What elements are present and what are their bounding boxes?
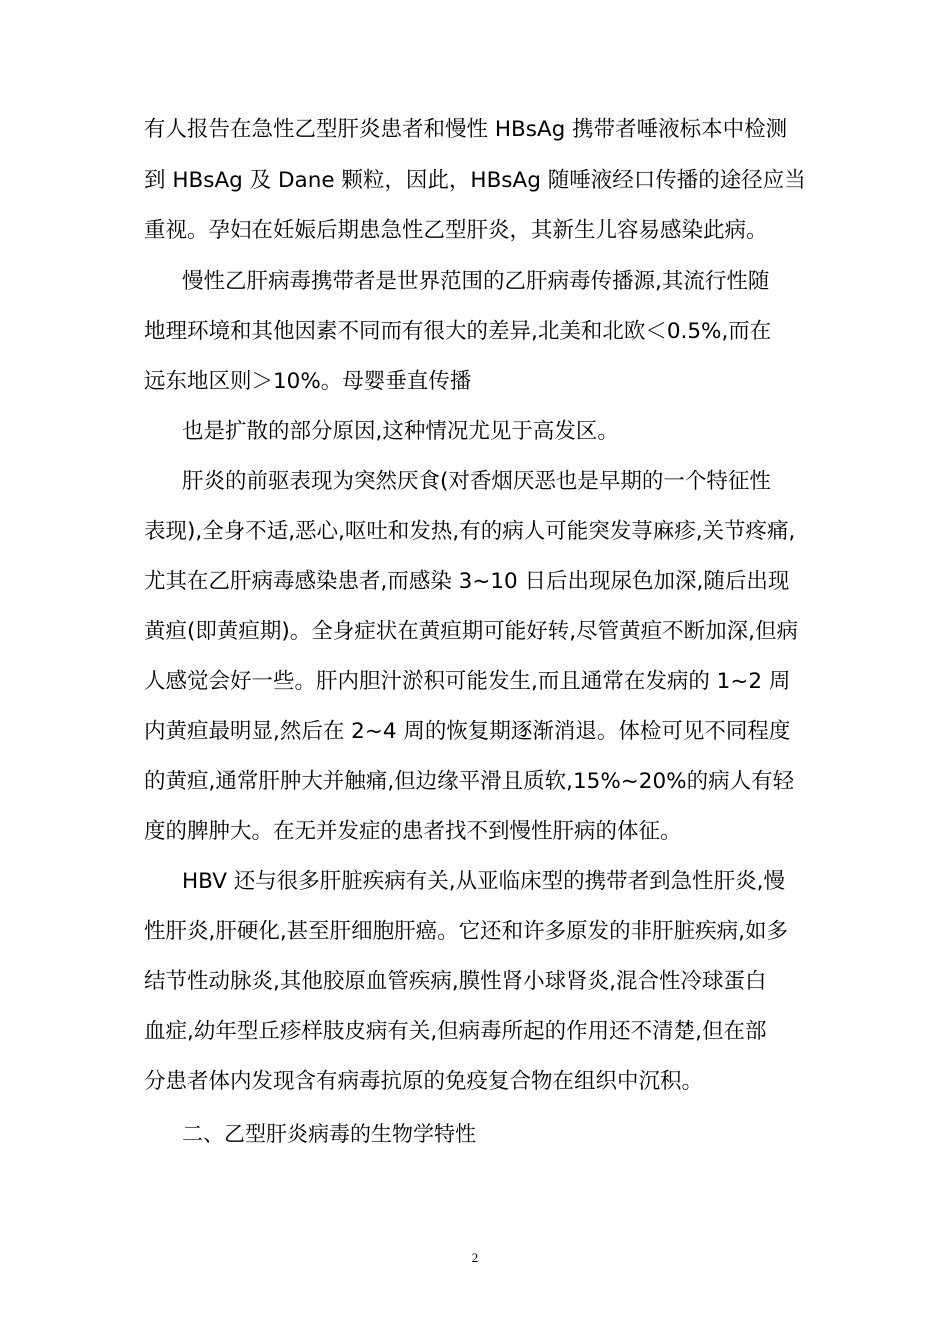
text-line: 结节性动脉炎,其他胶原血管疾病,膜性肾小球肾炎,混合性冷球蛋白 — [144, 969, 767, 994]
text-line: 有人报告在急性乙型肝炎患者和慢性 HBsAg 携带者唾液标本中检测 — [144, 117, 788, 142]
text-line: 内黄疸最明显,然后在 2~4 周的恢复期逐渐消退。体检可见不同程度 — [144, 719, 791, 744]
text-line: 地理环境和其他因素不同而有很大的差异,北美和北欧＜0.5%,而在 — [144, 319, 772, 344]
text-line: 也是扩散的部分原因,这种情况尤见于高发区。 — [182, 419, 619, 444]
text-line: 肝炎的前驱表现为突然厌食(对香烟厌恶也是早期的一个特征性 — [182, 469, 771, 494]
text-line: HBV 还与很多肝脏疾病有关,从亚临床型的携带者到急性肝炎,慢 — [182, 869, 785, 894]
text-line: 分患者体内发现含有病毒抗原的免疫复合物在组织中沉积。 — [144, 1069, 704, 1094]
text-line: 血症,幼年型丘疹样肢皮病有关,但病毒所起的作用还不清楚,但在部 — [144, 1019, 767, 1044]
text-line: 尤其在乙肝病毒感染患者,而感染 3~10 日后出现尿色加深,随后出现 — [144, 569, 790, 594]
text-line: 人感觉会好一些。肝内胆汁淤积可能发生,而且通常在发病的 1~2 周 — [144, 669, 791, 694]
text-line: 慢性乙肝病毒携带者是世界范围的乙肝病毒传播源,其流行性随 — [182, 269, 770, 294]
text-line: 黄疸(即黄疸期)。全身症状在黄疸期可能好转,尽管黄疸不断加深,但病 — [144, 619, 798, 644]
text-line: 度的脾肿大。在无并发症的患者找不到慢性肝病的体征。 — [144, 819, 682, 844]
text-line: 的黄疸,通常肝肿大并触痛,但边缘平滑且质软,15%~20%的病人有轻 — [144, 769, 795, 794]
text-line: 性肝炎,肝硬化,甚至肝细胞肝癌。它还和许多原发的非肝脏疾病,如多 — [144, 919, 789, 944]
text-line: 到 HBsAg 及 Dane 颗粒，因此，HBsAg 随唾液经口传播的途径应当 — [144, 168, 806, 193]
text-line: 远东地区则＞10%。母婴垂直传播 — [144, 369, 472, 394]
section-heading: 二、乙型肝炎病毒的生物学特性 — [182, 1122, 476, 1146]
page-number: 2 — [471, 1250, 479, 1265]
text-line: 重视。孕妇在妊娠后期患急性乙型肝炎，其新生儿容易感染此病。 — [144, 218, 768, 243]
text-line: 表现),全身不适,恶心,呕吐和发热,有的病人可能突发荨麻疹,关节疼痛, — [144, 519, 796, 544]
